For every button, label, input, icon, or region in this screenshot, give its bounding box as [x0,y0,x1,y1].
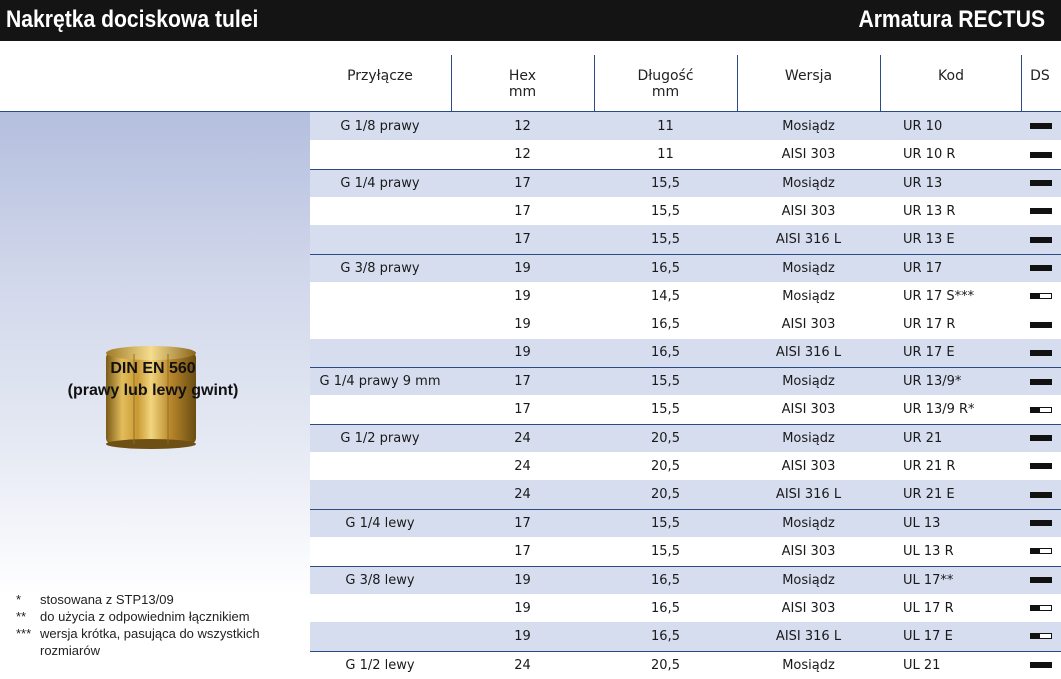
ds-full-icon [1030,152,1052,158]
table-row [310,537,1061,565]
length-cell: 14,5 [651,288,680,304]
code-cell: UL 13 R [903,543,954,559]
length-cell: 11 [657,147,674,163]
version-cell: AISI 303 [781,147,836,163]
footnote-text: do użycia z odpowiednim łącznikiem [40,609,250,624]
code-cell: UR 13 R [903,203,956,219]
code-cell: UR 13/9 R* [903,402,975,418]
column-header-unit: mm [508,84,537,100]
code-cell: UL 17 E [903,628,953,644]
table-row [310,395,1061,423]
table-row [310,254,1061,282]
column-divider [737,55,738,112]
table-row [310,566,1061,594]
ds-full-icon [1030,322,1052,328]
column-divider [451,55,452,112]
table-row [310,339,1061,367]
ds-cell [1024,452,1058,480]
connection-cell [310,282,450,310]
version-cell: AISI 303 [781,458,836,474]
table-row [310,594,1061,622]
hex-cell: 12 [514,118,531,134]
ds-cell [1024,339,1058,367]
ds-full-icon [1030,662,1052,668]
table-row [310,622,1061,650]
column-header-label: Wersja [784,68,833,84]
code-cell: UR 10 R [903,147,956,163]
connection-cell [310,197,450,225]
version-cell: Mosiądz [782,260,835,276]
code-cell: UR 17 R [903,317,956,333]
length-cell: 16,5 [651,317,680,333]
length-cell: 20,5 [651,657,680,673]
connection-cell: G 1/2 prawy [340,430,420,446]
column-header-code [881,55,1021,112]
ds-cell [1024,140,1058,168]
connection-cell [310,480,450,508]
column-header-label: Przyłącze [347,68,413,84]
table-row [310,452,1061,480]
version-cell: Mosiądz [782,175,835,191]
ds-cell [1024,510,1058,537]
table-row [310,282,1061,310]
length-cell: 20,5 [651,487,680,503]
ds-full-icon [1030,123,1052,129]
code-cell: UL 17** [903,572,954,588]
connection-cell: G 3/8 prawy [340,260,420,276]
ds-cell [1024,282,1058,310]
hex-cell: 19 [514,628,531,644]
ds-cell [1024,225,1058,253]
hex-cell: 19 [514,260,531,276]
ds-full-icon [1030,577,1052,583]
footnote-mark: * [16,592,22,607]
length-cell: 15,5 [651,203,680,219]
footnote [16,608,306,625]
hex-cell: 19 [514,345,531,361]
ds-full-icon [1030,265,1052,271]
connection-cell [310,395,450,423]
length-cell: 15,5 [651,374,680,390]
version-cell: Mosiądz [782,515,835,531]
connection-cell [310,622,450,650]
table-row [310,424,1061,452]
code-cell: UR 21 R [903,458,956,474]
brand-title: Armatura RECTUS [858,6,1045,33]
table-row [310,140,1061,168]
version-cell: Mosiądz [782,430,835,446]
table-row [310,169,1061,197]
ds-cell [1024,255,1058,282]
column-header-length [595,55,736,112]
connection-cell [310,140,450,168]
hex-cell: 19 [514,288,531,304]
ds-full-icon [1030,463,1052,469]
length-cell: 16,5 [651,260,680,276]
code-cell: UR 21 E [903,487,955,503]
table-header [0,55,1061,112]
ds-cell [1024,170,1058,197]
ds-cell [1024,537,1058,565]
code-cell: UL 13 [903,515,941,531]
connection-cell: G 3/8 lewy [345,572,415,588]
column-divider [880,55,881,112]
length-cell: 16,5 [651,628,680,644]
hex-cell: 24 [514,430,531,446]
hex-cell: 17 [514,175,531,191]
ds-full-icon [1030,379,1052,385]
version-cell: Mosiądz [782,374,835,390]
code-cell: UL 21 [903,657,941,673]
connection-cell [310,310,450,338]
column-header-connection [310,55,450,112]
hex-cell: 19 [514,572,531,588]
hex-cell: 17 [514,232,531,248]
ds-cell [1024,368,1058,395]
column-divider [594,55,595,112]
table-row [310,225,1061,253]
length-cell: 15,5 [651,402,680,418]
version-cell: Mosiądz [782,118,835,134]
hex-cell: 12 [514,147,531,163]
page-title: Nakrętka dociskowa tulei [6,6,259,33]
version-cell: AISI 303 [781,317,836,333]
ds-half-icon [1030,407,1052,413]
length-cell: 11 [657,118,674,134]
ds-cell [1024,480,1058,508]
column-header-unit: mm [651,84,680,100]
footnote [16,591,306,608]
footnote-text: stosowana z STP13/09 [40,592,174,607]
code-cell: UR 13 [903,175,943,191]
table-row [310,480,1061,508]
table-row [310,112,1061,140]
ds-full-icon [1030,237,1052,243]
ds-full-icon [1030,180,1052,186]
ds-full-icon [1030,520,1052,526]
length-cell: 15,5 [651,543,680,559]
thread-note: (prawy lub lewy gwint) [67,382,239,399]
hex-cell: 24 [514,657,531,673]
ds-cell [1024,594,1058,622]
connection-cell: G 1/4 prawy [340,175,420,191]
connection-cell [310,537,450,565]
footnote-mark: ** [16,609,27,624]
hex-cell: 24 [514,458,531,474]
ds-cell [1024,425,1058,452]
version-cell: AISI 303 [781,543,836,559]
connection-cell [310,339,450,367]
hex-cell: 17 [514,203,531,219]
ds-cell [1024,112,1058,140]
code-cell: UR 21 [903,430,943,446]
ds-cell [1024,197,1058,225]
length-cell: 16,5 [651,572,680,588]
version-cell: AISI 316 L [775,628,842,644]
ds-full-icon [1030,350,1052,356]
ds-full-icon [1030,208,1052,214]
column-header-label: Długość [637,68,694,84]
table-row [310,197,1061,225]
code-cell: UR 17 [903,260,943,276]
code-cell: UR 13/9* [903,374,962,390]
version-cell: Mosiądz [782,572,835,588]
length-cell: 16,5 [651,345,680,361]
connection-cell: G 1/2 lewy [345,657,415,673]
column-divider [1021,55,1022,112]
connection-cell: G 1/8 prawy [340,118,420,134]
ds-half-icon [1030,633,1052,639]
code-cell: UR 17 E [903,345,955,361]
version-cell: AISI 316 L [775,232,842,248]
ds-cell [1024,622,1058,650]
code-cell: UR 10 [903,118,943,134]
footnote-text: wersja krótka, pasująca do wszystkich rozmiarów [40,626,260,658]
footnote-mark: *** [16,626,32,641]
column-header-label: Hex [508,68,537,84]
table-row [310,310,1061,338]
ds-cell [1024,395,1058,423]
code-cell: UR 17 S*** [903,288,975,304]
hex-cell: 17 [514,543,531,559]
version-cell: AISI 316 L [775,345,842,361]
ds-half-icon [1030,293,1052,299]
length-cell: 16,5 [651,600,680,616]
connection-cell [310,452,450,480]
table-row [310,509,1061,537]
column-header-version [738,55,879,112]
title-bar [0,0,1061,41]
version-cell: Mosiądz [782,657,835,673]
connection-cell: G 1/4 lewy [345,515,415,531]
product-table [310,112,1061,679]
column-header-label: DS [1030,68,1050,84]
connection-cell [310,594,450,622]
ds-half-icon [1030,548,1052,554]
ds-full-icon [1030,492,1052,498]
footnotes [16,591,306,659]
hex-cell: 24 [514,487,531,503]
version-cell: AISI 303 [781,402,836,418]
length-cell: 15,5 [651,232,680,248]
column-header-hex [452,55,593,112]
version-cell: AISI 303 [781,203,836,219]
column-header-label: Kod [938,68,964,84]
hex-cell: 17 [514,515,531,531]
version-cell: Mosiądz [782,288,835,304]
hex-cell: 19 [514,600,531,616]
column-header-ds [1022,55,1058,112]
length-cell: 20,5 [651,458,680,474]
standard-label: DIN EN 560 [110,360,196,377]
table-row [310,367,1061,395]
hex-cell: 17 [514,402,531,418]
code-cell: UL 17 R [903,600,954,616]
length-cell: 15,5 [651,515,680,531]
ds-cell [1024,567,1058,594]
length-cell: 20,5 [651,430,680,446]
version-cell: AISI 303 [781,600,836,616]
ds-full-icon [1030,435,1052,441]
connection-cell [310,225,450,253]
ds-half-icon [1030,605,1052,611]
footnote [16,625,306,659]
hex-cell: 17 [514,374,531,390]
code-cell: UR 13 E [903,232,955,248]
version-cell: AISI 316 L [775,487,842,503]
hex-cell: 19 [514,317,531,333]
length-cell: 15,5 [651,175,680,191]
ds-cell [1024,310,1058,338]
connection-cell: G 1/4 prawy 9 mm [319,374,441,390]
